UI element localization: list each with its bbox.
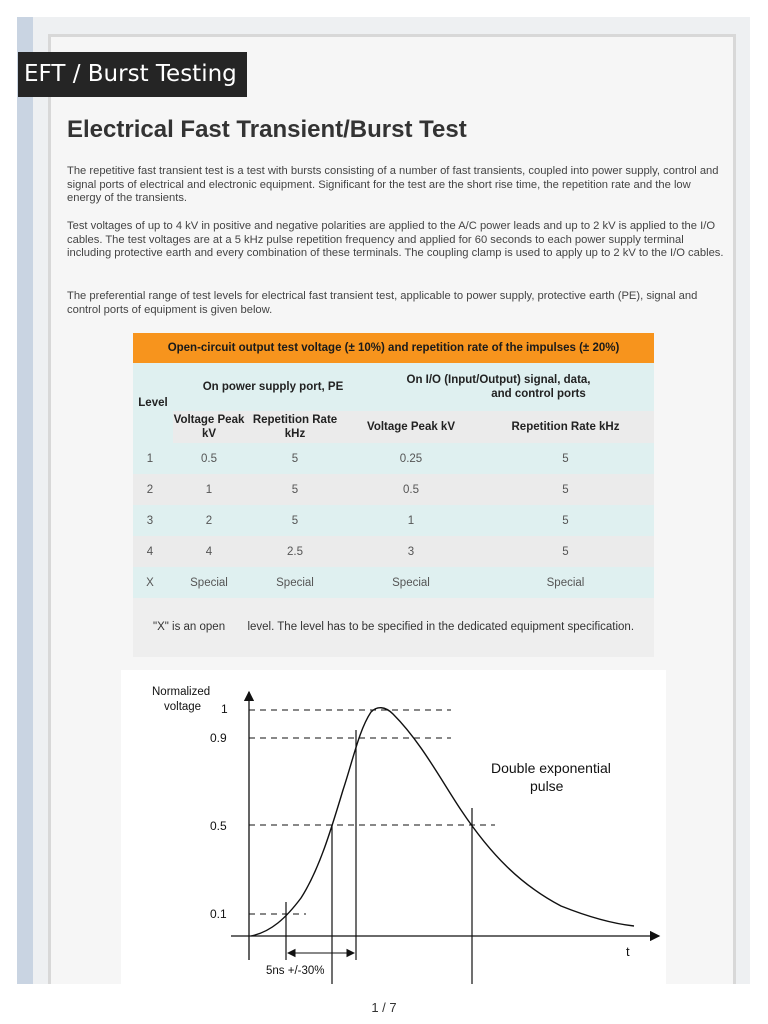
- pulse-waveform-figure: [121, 670, 666, 984]
- col-power-rate: Repetition Rate kHz: [245, 411, 345, 443]
- y-axis-label-line2: voltage: [164, 701, 202, 713]
- cell-level: 4: [146, 545, 154, 558]
- test-voltage-paragraph: Test voltages of up to 4 kV in positive and negative polarities are applied to the A/C power leads and up to 2 kV is applied to the I/O cables. The test voltages are at a 5 kHz pulse repetition frequency and applied for 60 seconds to each power supply terminal including protective earth and every combination of these terminals. The coupling clamp is used to apply up to 2 kV to the I/O cables.: [67, 220, 724, 260]
- cell-io-rate: Special: [546, 576, 585, 589]
- y-tick-1: 1: [221, 702, 228, 716]
- page-title: Electrical Fast Transient/Burst Test: [67, 116, 467, 143]
- annotation-line2: pulse: [530, 778, 564, 794]
- test-level-table: [133, 333, 654, 657]
- cell-power-rate: 5: [291, 483, 299, 496]
- table-row: [133, 536, 654, 567]
- cell-power-voltage: 0.5: [201, 452, 217, 465]
- cell-io-voltage: 0.25: [399, 452, 423, 465]
- y-tick-0.5: 0.5: [210, 819, 227, 833]
- cell-io-voltage: 0.5: [403, 483, 419, 496]
- rise-time-label: 5ns +/-30%: [266, 965, 325, 977]
- cell-level: X: [146, 576, 154, 589]
- table-footnote: "X" is an open level. The level has to be specified in the dedicated equipment specification.: [152, 621, 635, 633]
- table-row: [133, 567, 654, 598]
- cell-power-rate: 2.5: [287, 545, 303, 558]
- cell-io-voltage: 1: [407, 514, 415, 527]
- cell-level: 3: [146, 514, 154, 527]
- y-axis-label-line1: Normalized: [152, 686, 211, 698]
- cell-io-rate: 5: [562, 545, 569, 558]
- cell-io-rate: 5: [562, 514, 569, 527]
- table-row: [133, 474, 654, 505]
- col-io-voltage: Voltage Peak kV: [345, 411, 477, 443]
- viewer-scrollbar[interactable]: [17, 17, 33, 984]
- intro-paragraph: The repetitive fast transient test is a test with bursts consisting of a number of fast transients, coupled into power supply, control and signal ports of electrical and electronic equipment. Significant for the test are the short rise time, the repetition rate and the low energy of the transients.: [67, 165, 719, 205]
- col-io-rate: Repetition Rate kHz: [477, 411, 654, 443]
- cell-io-voltage: Special: [392, 576, 430, 589]
- cell-power-voltage: Special: [190, 576, 228, 589]
- test-levels-paragraph: The preferential range of test levels for electrical fast transient test, applicable to power supply, protective earth (PE), signal and control ports of equipment is given below.: [67, 290, 698, 316]
- y-tick-0.9: 0.9: [210, 731, 227, 745]
- x-axis-label: t: [626, 944, 630, 959]
- cell-io-voltage: 3: [407, 545, 415, 558]
- cell-power-rate: Special: [276, 576, 314, 589]
- cell-io-rate: 5: [562, 452, 569, 465]
- power-port-header: On power supply port, PE: [173, 363, 373, 411]
- col-power-voltage: Voltage Peak kV: [173, 411, 245, 443]
- cell-level: 1: [146, 452, 154, 465]
- cell-power-voltage: 1: [205, 483, 213, 496]
- io-port-header-line1: On I/O (Input/Output) signal, data,: [406, 374, 591, 386]
- table-row: [133, 505, 654, 536]
- cell-power-rate: 5: [291, 452, 299, 465]
- cell-level: 2: [146, 483, 154, 496]
- io-port-header: [343, 363, 654, 411]
- level-header: Level: [133, 363, 173, 443]
- page-counter: 1 / 7: [371, 1000, 397, 1015]
- cell-power-voltage: 4: [205, 545, 213, 558]
- cell-io-rate: 5: [562, 483, 569, 496]
- cell-power-rate: 5: [291, 514, 299, 527]
- table-row: [133, 443, 654, 474]
- io-port-header-line2: and control ports: [491, 388, 586, 400]
- annotation-line1: Double exponential: [491, 760, 611, 776]
- pulse-curve: [251, 708, 634, 936]
- y-tick-0.1: 0.1: [210, 907, 227, 921]
- pulse-waveform-svg: [121, 670, 666, 984]
- document-banner: EFT / Burst Testing: [18, 52, 247, 97]
- cell-power-voltage: 2: [205, 514, 213, 527]
- table-title: Open-circuit output test voltage (± 10%) and repetition rate of the impulses (± 20%): [133, 333, 654, 363]
